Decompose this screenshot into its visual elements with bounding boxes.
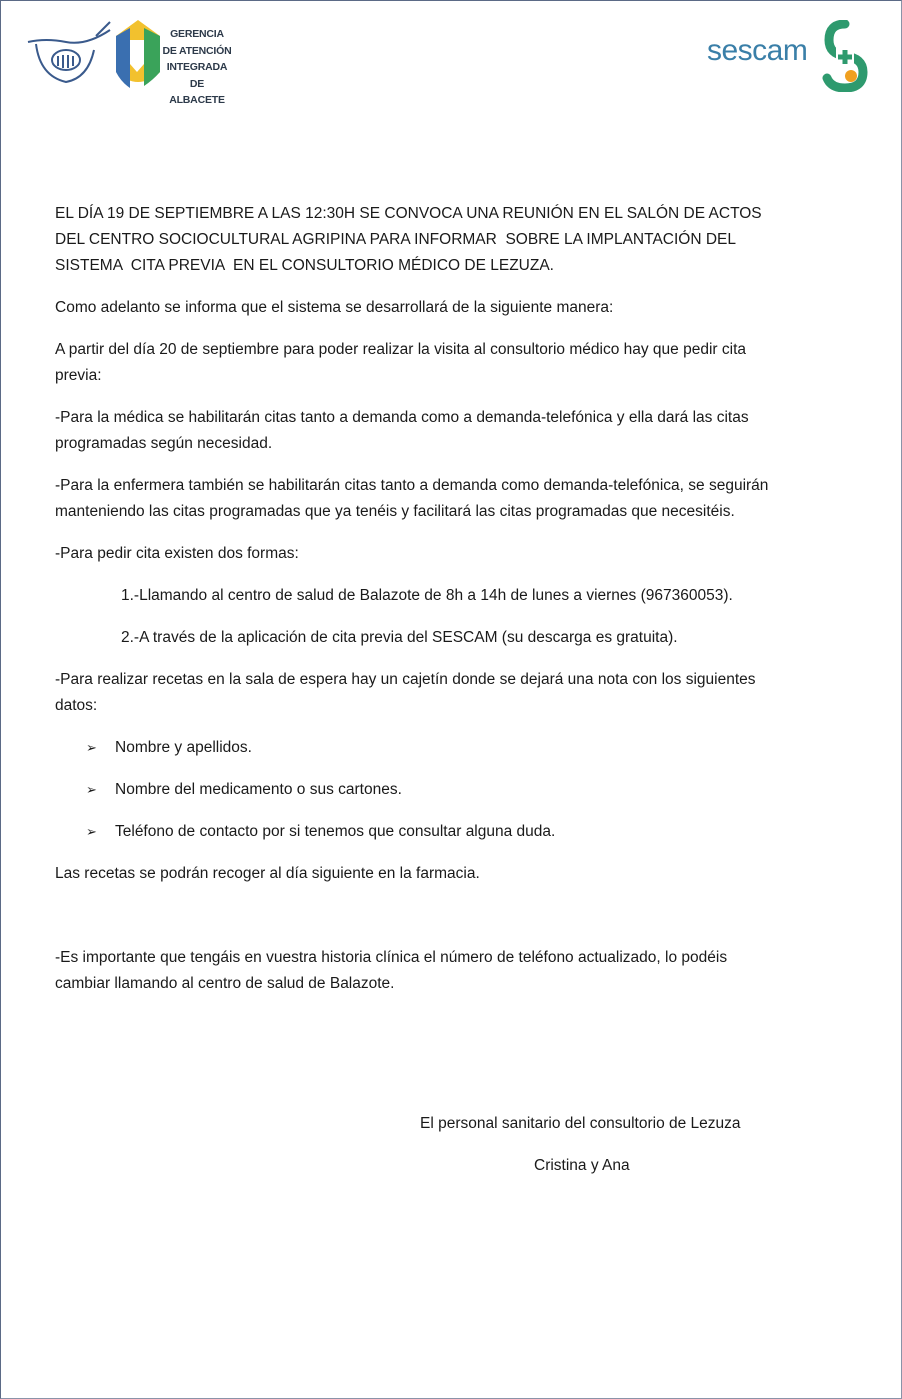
sescam-emblem-icon — [827, 24, 863, 88]
gerencia-logo-text — [162, 26, 232, 109]
gerencia-logo-line-4: DE ALBACETE — [169, 77, 225, 106]
list-item-text: Teléfono de contacto por si tenemos que consultar alguna duda. — [115, 823, 556, 840]
notice-body — [55, 201, 785, 1013]
start-date-paragraph: A partir del día 20 de septiembre para poder realizar la visita al consultorio médico hay que pedir cita previa: — [55, 341, 751, 384]
sescam-logo-text: sescam — [707, 34, 808, 67]
announcement-paragraph: EL DÍA 19 DE SEPTIEMBRE A LAS 12:30H SE CONVOCA UNA REUNIÓN EN EL SALÓN DE ACTOS DEL CENTRO SOCIOCULTURAL AGRIPINA PARA INFORMAR SOBRE LA IMPLANTACIÓN DEL SISTEMA CITA PREVIA EN EL CONSULTORIO MÉDICO DE LEZUZA. — [55, 205, 766, 274]
required-data-list — [55, 735, 785, 845]
intro-paragraph: Como adelanto se informa que el sistema se desarrollará de la siguiente manera: — [55, 299, 614, 316]
arrowhead-bullet-icon: ➢ — [86, 782, 97, 797]
booking-methods-heading: -Para pedir cita existen dos formas: — [55, 545, 299, 562]
gerencia-logo-line-3: INTEGRADA — [166, 61, 228, 73]
doctor-appointments-paragraph: -Para la médica se habilitarán citas tanto a demanda como a demanda-telefónica y ella dará las citas programadas según necesidad. — [55, 409, 753, 452]
booking-method-app: 2.-A través de la aplicación de cita previa del SESCAM (su descarga es gratuita). — [121, 629, 678, 646]
sescam-logo — [705, 20, 875, 92]
list-item — [55, 819, 785, 845]
nurse-appointments-paragraph: -Para la enfermera también se habilitarán citas tanto a demanda como demanda-telefónica, se seguirán manteniendo las citas programadas que ya tenéis y facilitará las citas programadas que necesitéis. — [55, 477, 778, 520]
booking-method-phone: 1.-Llamando al centro de salud de Balazote de 8h a 14h de lunes a viernes (967360053). — [121, 587, 733, 604]
gerencia-logo-line-2: DE ATENCIÓN — [162, 44, 232, 57]
pickup-paragraph: Las recetas se podrán recoger al día siguiente en la farmacia. — [55, 865, 480, 882]
list-item-text: Nombre y apellidos. — [115, 739, 252, 756]
signature-block — [420, 1111, 820, 1179]
phone-update-paragraph: -Es importante que tengáis en vuestra historia clínica el número de teléfono actualizado, lo podéis cambiar llamando al centro de salud de Balazote. — [55, 949, 732, 992]
signature-names: Cristina y Ana — [534, 1157, 630, 1174]
list-item — [55, 735, 785, 761]
shield-icon — [116, 20, 160, 88]
list-item — [55, 777, 785, 803]
signature-organization: El personal sanitario del consultorio de Lezuza — [420, 1115, 741, 1132]
gerencia-logo-line-1: GERENCIA — [170, 28, 224, 40]
list-item-text: Nombre del medicamento o sus cartones. — [115, 781, 402, 798]
arrowhead-bullet-icon: ➢ — [86, 740, 97, 755]
spacer — [55, 903, 785, 945]
mortar-emblem-icon — [28, 22, 110, 82]
prescriptions-paragraph: -Para realizar recetas en la sala de espera hay un cajetín donde se dejará una nota con los siguientes datos: — [55, 671, 760, 714]
arrowhead-bullet-icon: ➢ — [86, 824, 97, 839]
